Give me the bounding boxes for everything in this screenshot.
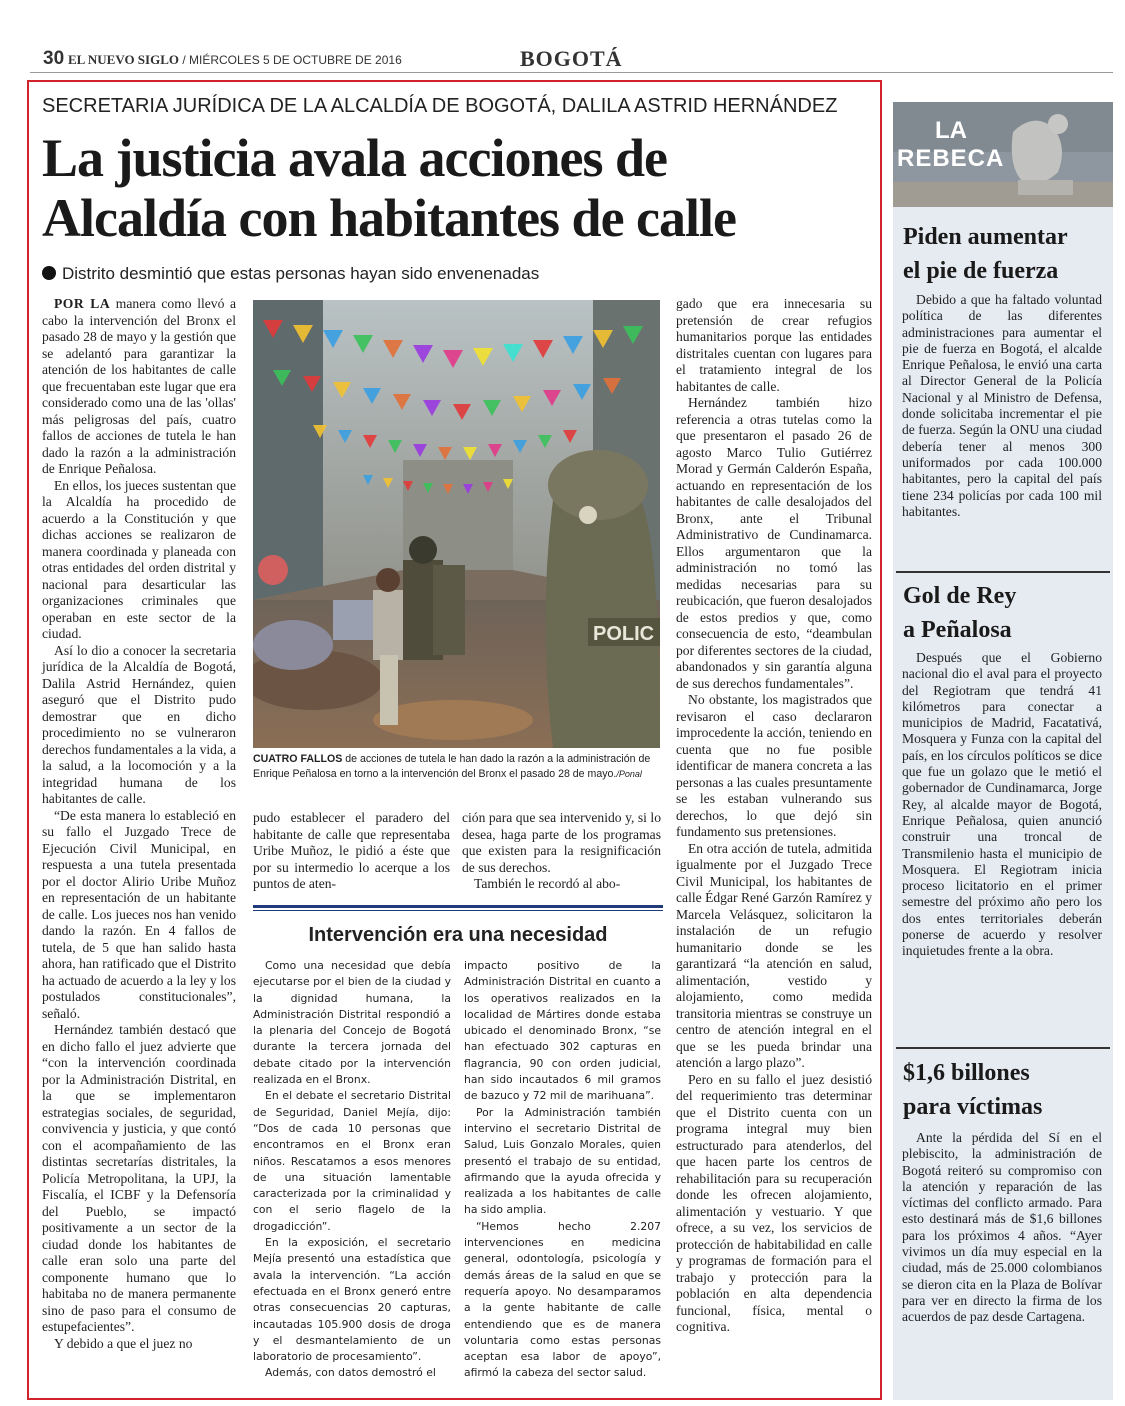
article-headline bbox=[42, 128, 882, 248]
sidebar-item2-title bbox=[903, 579, 1016, 647]
paragraph: En otra acción de tutela, admitida igualmente por el Juzgado Trece Civil Municipal, los habitantes de calle Édgar René Garzón Ramírez y Marcela Velásquez, solicitaron la instalación de un refugio humanitario donde se les garantizará “la atención en salud, alimentación, vestido y alojamiento, como medida transitoria mientras se construye un centro de atención integral en el que se les pueda brindar una atención a largo plazo”. bbox=[676, 840, 872, 1070]
title-line: para víctimas bbox=[903, 1094, 1043, 1120]
headline-line-1: La justicia avala acciones de bbox=[42, 128, 667, 188]
sidebar-item1-body bbox=[902, 292, 1102, 520]
section-title: BOGOTÁ bbox=[520, 46, 623, 71]
paragraph: En el debate el secretario Distrital de Seguridad, Daniel Mejía, dijo: “Dos de cada 10 personas que encontramos en el Bronx eran niños. Rescatamos a esos menores de una situación lamentable caracterizada por la criminalidad y con el serio flagelo de la drogadicción”. bbox=[253, 1089, 451, 1233]
paragraph bbox=[42, 296, 236, 478]
paragraph: Así lo dio a conocer la secretaria jurídica de la Alcaldía de Bogotá, Dalila Astrid Hernández, quien aseguró que el Distrito pudo demostrar que en dicho procedimiento no se vulneraron derechos fundamentales a la vida, a la salud, a la locomoción y a la integridad humana de los habitantes de calle. bbox=[42, 642, 236, 806]
paragraph: Por la Administración también intervino el secretario Distrital de Salud, Luis Gonzalo Morales, quien presentó el trabajo de su entidad, afirmando que la ayuda ofrecida y realizada a los habitantes de calle ha sido amplia. bbox=[464, 1105, 661, 1217]
paragraph: Como una necesidad que debía ejecutarse por el bien de la ciudad y la dignidad humana, la Administración Distrital respondió a la plenaria del Concejo de Bogotá durante la tercera jornada del debate citado por la intervención realizada en el Bronx. bbox=[253, 959, 451, 1087]
article-kicker: SECRETARIA JURÍDICA DE LA ALCALDÍA DE BOGOTÁ, DALILA ASTRID HERNÁNDEZ bbox=[42, 95, 838, 117]
paragraph: Debido a que ha faltado voluntad política de las diferentes administraciones para aumentar el pie de fuerza en Bogotá, el alcalde Enrique Peñalosa, le envió una carta al Director General de la Policía Nacional y al Ministro de Defensa, donde solicitaba incrementar el pie de fuerza. Según la ONU una ciudad debería tener al menos 300 uniformados por cada 100.000 habitantes, pero la capital del país tiene 234 policías por cada 100 mil habitantes. bbox=[902, 292, 1102, 519]
box-column-right bbox=[464, 958, 661, 1382]
box-column-left bbox=[253, 958, 451, 1382]
title-line: Piden aumentar bbox=[903, 224, 1068, 250]
publication-line bbox=[68, 52, 402, 68]
sidebar-rule bbox=[896, 1047, 1110, 1049]
sidebar-item3-title bbox=[903, 1056, 1042, 1124]
page-number: 30 bbox=[43, 48, 65, 69]
paragraph: “Hemos hecho 2.207 intervenciones en medicina general, odontología, psicología y demás áreas de la salud en que se requería apoyo. No desamparamos a la gente habitante de calle entendiendo que es de manera voluntaria como estas personas aceptan esa labor de apoyo”, afirmó la cabeza del sector salud. bbox=[464, 1219, 661, 1380]
photo-credit: /Ponal bbox=[616, 769, 642, 779]
paragraph: impacto positivo de la Administración Distrital en cuanto a los operativos realizados en la localidad de Mártires donde estaba ubicado el denominado Bronx, “se han efectuado 302 capturas en flagrancia, 90 con orden judicial, han sido incautados 6 mil gramos de bazuco y 72 mil de marihuana”. bbox=[464, 959, 661, 1103]
box-top-rule-thin bbox=[253, 910, 663, 911]
paragraph: “De esta manera lo estableció en su fallo el Juzgado Trece de Ejecución Civil Municipal, en respuesta a una tutela presentada por el doctor Alirio Uribe Muñoz en representación de un habitante de calle. Los jueces nos han venido dando la razón. En 4 fallos de tutela, de 5 que han salido hasta ahora, han ratificado que el Distrito ha actuado de acuerdo a la ley y los postulados constitucionales”, señaló. bbox=[42, 807, 236, 1021]
paragraph: Hernández también hizo referencia a otras tutelas como la que presentaron el pasado 26 de agosto Marco Tulio Gutiérrez Morad y Germán Calderón España, actuando en representación de los habitantes de calle desalojados del Bronx, ante el Tribunal Administrativo de Cundinamarca. Ellos argumentaron que la administración no tomó las medidas necesarias para su reubicación, que fueron desalojados de estos predios y que, como consecuencia de esto, “deambulan por diferentes sectores de la ciudad, abandonados y sin garantía alguna de sus derechos fundamentales”. bbox=[676, 395, 872, 691]
article-column-4 bbox=[676, 296, 872, 1336]
paragraph-text: manera como llevó a cabo la intervención del Bronx el pasado 28 de mayo y la gestión que se adelantó para garantizar la atención de los habitantes de calle que frecuentaban este lugar que era considerado como una de las 'ollas' más peligrosas del país, cuatro fallos de acciones de tutela le han dado la razón a la administración de Enrique Peñalosa. bbox=[42, 296, 237, 476]
paragraph: Además, con datos demostró el bbox=[265, 1366, 436, 1380]
box-title: Intervención era una necesidad bbox=[308, 924, 608, 946]
article-photo bbox=[253, 300, 660, 748]
sidebar-item1-title bbox=[903, 220, 1068, 288]
photo-caption bbox=[253, 752, 673, 782]
title-line: a Peñalosa bbox=[903, 617, 1012, 643]
police-patch-text: POLIC bbox=[593, 623, 655, 645]
paragraph: En ellos, los jueces sustentan que la Alcaldía ha procedido de acuerdo a la Constitución y que dichas acciones se realizaron de manera coordinada y planeada con otras entidades del orden distrital y nacional para desarticular las organizaciones criminales que operaban en este sector de la ciudad. bbox=[42, 477, 236, 641]
article-deck bbox=[42, 264, 539, 284]
sidebar-rule bbox=[896, 571, 1110, 573]
title-line: Gol de Rey bbox=[903, 583, 1017, 609]
title-line: $1,6 billones bbox=[903, 1060, 1030, 1086]
caption-lead: CUATRO FALLOS bbox=[253, 753, 343, 765]
bronx-scene-image bbox=[253, 300, 660, 748]
lead-keyword: POR LA bbox=[54, 296, 111, 311]
paragraph: Después que el Gobierno nacional dio el aval para el proyecto del Regiotram que tendrá 41 kilómetros para conectar a municipios de Madrid, Facatativá, Mosquera y Funza con la capital del país, en los círculos políticos se dice que fue un golazo que le metió el gobernador de Cundinamarca, Jorge Rey, al alcalde mayor de Bogotá, Enrique Peñalosa, quien anunció construir una troncal de Transmilenio hasta el municipio de Mosquera. El Regiotram inicia proceso licitatorio en el primer semestre del próximo año pero los dos entes territoriales deberán ponerse de acuerdo y resolver inquietudes frente a la obra. bbox=[902, 650, 1102, 959]
article-column-3 bbox=[462, 810, 661, 893]
header-rule bbox=[30, 72, 1113, 73]
paragraph: ción para que sea intervenido y, si lo desea, haga parte de los programas que existen para la resignificación de sus derechos. bbox=[462, 810, 661, 875]
headline-line-2: Alcaldía con habitantes de calle bbox=[42, 188, 736, 248]
sidebar-item3-body bbox=[902, 1130, 1102, 1326]
box-top-rule bbox=[253, 905, 663, 908]
paragraph: gado que era innecesaria su pretensión de crear refugios humanitarios porque las entidades distritales cuentan con lugares para el tratamiento integral de los habitantes de calle. bbox=[676, 296, 872, 394]
paragraph: pudo establecer el paradero del habitante de calle que representaba Uribe Muñoz, le pidió a éste que por su intermedio lo acerque a los puntos de aten- bbox=[253, 810, 450, 891]
publication-date: / MIÉRCOLES 5 DE OCTUBRE DE 2016 bbox=[182, 53, 402, 67]
paragraph: Hernández también destacó que en dicho fallo el juez advierte que “con la intervención coordinada por la Administración Distrital, en la que se implementaron estrategias sociales, de seguridad, convivencia y justicia, y que contó con el acompañamiento de las distintas secretarías distritales, la Policía Metropolitana, la UPJ, la Fiscalía, el ICBF y la Defensoría del Pueblo, se impactó positivamente a un sector de la ciudad donde los habitantes de calle eran solo una parte del componente humano que lo habitaba no de manera permanente sino de paso para el consumo de estupefacientes”. bbox=[42, 1022, 236, 1334]
rebeca-label-2: REBECA bbox=[897, 145, 1005, 172]
deck-text: Distrito desmintió que estas personas hayan sido envenenadas bbox=[62, 264, 540, 283]
title-line: el pie de fuerza bbox=[903, 258, 1059, 284]
paragraph: Y debido a que el juez no bbox=[54, 1335, 193, 1351]
sidebar-item2-body bbox=[902, 650, 1102, 960]
la-rebeca-banner bbox=[893, 102, 1113, 207]
rebeca-label-1: LA bbox=[935, 117, 967, 144]
paragraph: También le recordó al abo- bbox=[474, 876, 621, 891]
publication-name: EL NUEVO SIGLO bbox=[68, 52, 179, 67]
paragraph: Ante la pérdida del Sí en el plebiscito, la administración de Bogotá reiteró su compromiso con la atención y reparación de las víctimas del conflicto armado. Para esto destinará más de $1,6 billones para los próximos 4 años. “Ayer vivimos un día muy especial en la ciudad, más de 25.000 colombianos se dieron cita en la Plaza de Bolívar para ver en directo la firma de los acuerdos de paz desde Cartagena. bbox=[902, 1130, 1102, 1325]
paragraph: En la exposición, el secretario Mejía presentó una estadística que avala la intervención. “La acción efectuada en el Bronx generó entre otras consecuencias 20 capturas, incautadas 105.900 dosis de droga y el desmantelamiento de un laboratorio de procesamiento”. bbox=[253, 1236, 451, 1364]
paragraph: No obstante, los magistrados que revisaron el caso declararon improcedente la acción, teniendo en cuenta que no fue posible identificar de manera concreta a las personas a las cuales presuntamente se les estaban vulnerando sus derechos, lo que dejó sin fundamento sus pretensiones. bbox=[676, 692, 872, 839]
caption-text: de acciones de tutela le han dado la razón a la administración de Enrique Peñalosa en torno a la intervención del Bronx el pasado 28 de mayo. bbox=[253, 753, 651, 780]
article-column-2 bbox=[253, 810, 450, 893]
paragraph: Pero en su fallo el juez desistió del requerimiento tras determinar que el Distrito cuenta con un programa integral muy bien estructurado para atenderlos, del que hacen parte los centros de rehabilitación para su recuperación donde les ofrecen alojamiento, alimentación y vestuario. Y que ofrece, a su vez, los servicios de protección de habitabilidad en calle y programas de formación para el trabajo y protección para la población en alta dependencia funcional, física, mental o cognitiva. bbox=[676, 1071, 872, 1334]
article-column-1 bbox=[42, 296, 236, 1352]
bullet-icon bbox=[42, 266, 56, 280]
